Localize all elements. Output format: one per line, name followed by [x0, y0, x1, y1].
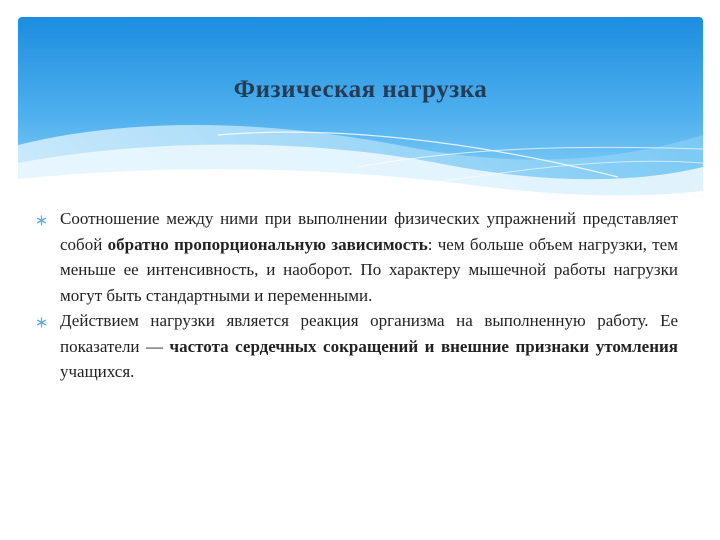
bullet-emphasis: частота сердечных сокращений и внешние признаки утомления: [169, 336, 678, 356]
bullet-emphasis: обратно пропорциональную зависимость: [107, 234, 428, 254]
bullet-text: учащихся.: [60, 362, 135, 381]
asterisk-icon: [36, 317, 47, 328]
bullet-text: Действием нагрузки является реакция организма на выполненную работу. Ее показатели —: [60, 311, 678, 356]
bullet-text: Соотношение между ними при выполнении физических упражнений представляет собой: [60, 209, 678, 254]
title-banner: [18, 17, 703, 197]
asterisk-icon: [36, 215, 47, 226]
wave-background: [18, 17, 703, 197]
slide-title: Физическая нагрузка: [233, 76, 488, 103]
list-item: [36, 308, 678, 385]
list-item: [36, 206, 678, 308]
bullet-list: [36, 206, 678, 385]
bullet-text: : чем больше объем нагрузки, тем меньше ее интенсивность, и наоборот. По характеру мышечной работы нагрузки могут быть стандартными и переменными.: [60, 234, 678, 305]
